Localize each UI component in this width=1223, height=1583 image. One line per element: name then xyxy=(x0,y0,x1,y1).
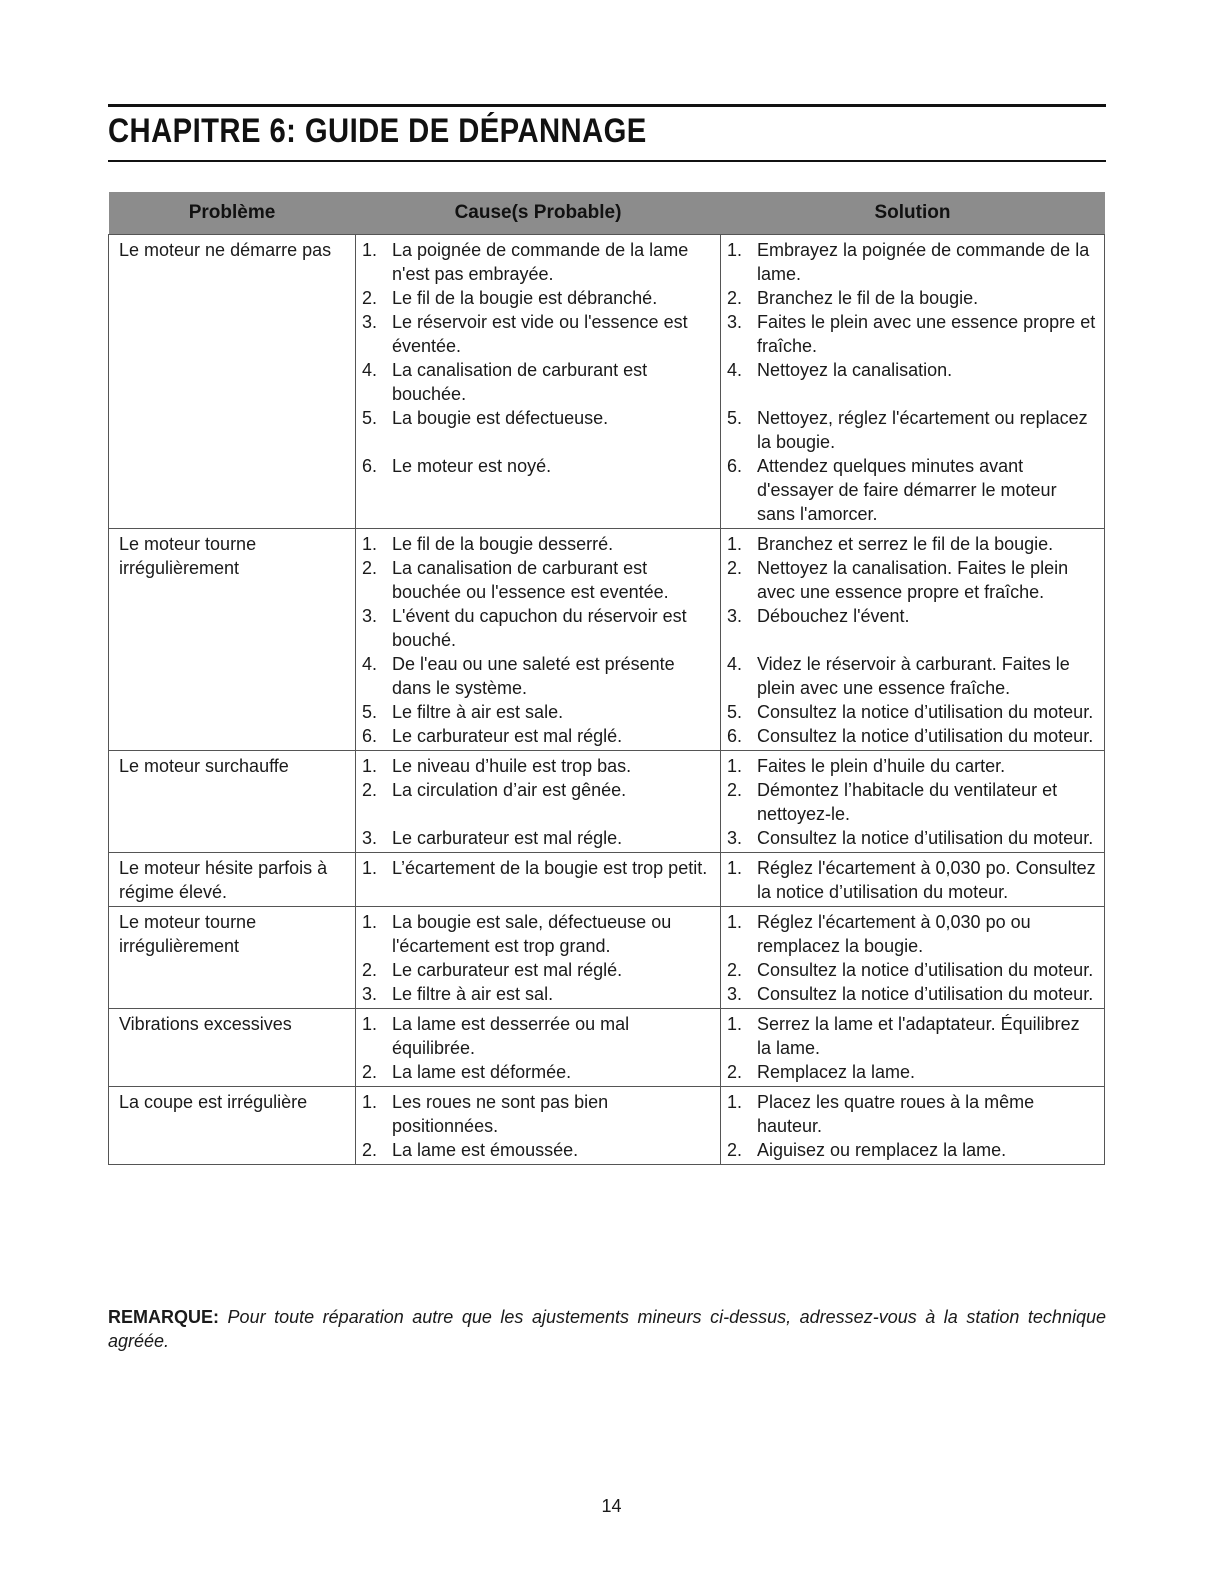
causes-cell xyxy=(356,907,721,1009)
solutions-cell xyxy=(721,853,1105,907)
problem-cell: Vibrations excessives xyxy=(109,1009,356,1087)
cause-item: 1. La poignée de commande de la lame n'est pas embrayée. xyxy=(362,240,689,284)
cause-item: 5. La bougie est défectueuse. xyxy=(362,408,609,428)
solution-item: 2. Branchez le fil de la bougie. xyxy=(727,288,979,308)
solutions-cell xyxy=(721,1087,1105,1165)
solution-item: 6. Consultez la notice d’utilisation du moteur. xyxy=(727,726,1094,746)
cause-item: 2. La lame est émoussée. xyxy=(362,1140,579,1160)
cause-item: 2. La canalisation de carburant est bouchée ou l'essence est eventée. xyxy=(362,558,669,602)
remark-text: Pour toute réparation autre que les ajustements mineurs ci-dessus, adressez-vous à la station technique agréée. xyxy=(108,1307,1106,1351)
table-row xyxy=(109,907,1105,1009)
table-row xyxy=(109,751,1105,853)
solution-item: 3. Consultez la notice d’utilisation du moteur. xyxy=(727,984,1094,1004)
solutions-cell xyxy=(721,907,1105,1009)
solution-item: 6. Attendez quelques minutes avant d'essayer de faire démarrer le moteur sans l'amorcer. xyxy=(727,456,1057,524)
solution-item: 1. Serrez la lame et l'adaptateur. Équilibrez la lame. xyxy=(727,1014,1080,1058)
solution-item: 4. Videz le réservoir à carburant. Faites le plein avec une essence fraîche. xyxy=(727,654,1070,698)
cause-item: 3. Le réservoir est vide ou l'essence est éventée. xyxy=(362,312,688,356)
table-row xyxy=(109,1009,1105,1087)
cause-item: 3. Le carburateur est mal régle. xyxy=(362,828,623,848)
cause-item: 2. Le fil de la bougie est débranché. xyxy=(362,288,658,308)
solution-item: 3. Débouchez l'évent. xyxy=(727,606,910,626)
problem-cell: Le moteur surchauffe xyxy=(109,751,356,853)
problem-cell: Le moteur hésite parfois à régime élevé. xyxy=(109,853,356,907)
solution-item: 1. Faites le plein d’huile du carter. xyxy=(727,756,1006,776)
solution-item: 2. Démontez l’habitacle du ventilateur et nettoyez-le. xyxy=(727,780,1058,824)
cause-item: 2. La circulation d’air est gênée. xyxy=(362,780,627,800)
solution-item: 1. Branchez et serrez le fil de la bougie. xyxy=(727,534,1054,554)
solutions-cell xyxy=(721,751,1105,853)
solution-item: 2. Consultez la notice d’utilisation du moteur. xyxy=(727,960,1094,980)
remark-note xyxy=(108,1305,1106,1353)
causes-cell xyxy=(356,529,721,751)
problem-cell: La coupe est irrégulière xyxy=(109,1087,356,1165)
cause-item: 1. La bougie est sale, défectueuse ou l'écartement est trop grand. xyxy=(362,912,672,956)
cause-item: 3. Le filtre à air est sal. xyxy=(362,984,554,1004)
cause-item: 1. Les roues ne sont pas bien positionnées. xyxy=(362,1092,609,1136)
causes-cell xyxy=(356,1087,721,1165)
solutions-cell xyxy=(721,235,1105,529)
cause-item: 1. La lame est desserrée ou mal équilibrée. xyxy=(362,1014,630,1058)
solution-item: 1. Réglez l'écartement à 0,030 po ou remplacez la bougie. xyxy=(727,912,1031,956)
cause-item: 3. L'évent du capuchon du réservoir est bouché. xyxy=(362,606,687,650)
solutions-cell xyxy=(721,1009,1105,1087)
remark-label: REMARQUE: xyxy=(108,1307,219,1327)
problem-cell: Le moteur tourne irrégulièrement xyxy=(109,907,356,1009)
header-problem: Problème xyxy=(109,192,356,235)
cause-item: 5. Le filtre à air est sale. xyxy=(362,702,564,722)
cause-item: 6. Le moteur est noyé. xyxy=(362,456,552,476)
header-solution: Solution xyxy=(721,192,1105,235)
cause-item: 1. L’écartement de la bougie est trop petit. xyxy=(362,858,708,878)
page-title: CHAPITRE 6: GUIDE DE DÉPANNAGE xyxy=(108,112,647,150)
cause-item: 2. La lame est déformée. xyxy=(362,1062,572,1082)
causes-cell xyxy=(356,1009,721,1087)
solution-item: 2. Aiguisez ou remplacez la lame. xyxy=(727,1140,1007,1160)
solution-item: 1. Placez les quatre roues à la même hauteur. xyxy=(727,1092,1035,1136)
cause-item: 1. Le niveau d’huile est trop bas. xyxy=(362,756,632,776)
solutions-cell xyxy=(721,529,1105,751)
solution-item: 5. Nettoyez, réglez l'écartement ou replacez la bougie. xyxy=(727,408,1088,452)
solution-item: 3. Consultez la notice d’utilisation du moteur. xyxy=(727,828,1094,848)
solution-item: 1. Embrayez la poignée de commande de la lame. xyxy=(727,240,1090,284)
table-header-row xyxy=(109,192,1105,235)
cause-item: 4. La canalisation de carburant est bouchée. xyxy=(362,360,648,404)
table-row xyxy=(109,529,1105,751)
solution-item: 1. Réglez l'écartement à 0,030 po. Consultez la notice d’utilisation du moteur. xyxy=(727,858,1096,902)
solution-item: 3. Faites le plein avec une essence propre et fraîche. xyxy=(727,312,1096,356)
table-row xyxy=(109,853,1105,907)
cause-item: 2. Le carburateur est mal réglé. xyxy=(362,960,623,980)
causes-cell xyxy=(356,853,721,907)
troubleshooting-table xyxy=(108,192,1105,1165)
solution-item: 5. Consultez la notice d’utilisation du moteur. xyxy=(727,702,1094,722)
causes-cell xyxy=(356,235,721,529)
title-rule-bottom xyxy=(108,160,1106,162)
cause-item: 1. Le fil de la bougie desserré. xyxy=(362,534,614,554)
problem-cell: Le moteur ne démarre pas xyxy=(109,235,356,529)
cause-item: 4. De l'eau ou une saleté est présente dans le système. xyxy=(362,654,675,698)
causes-cell xyxy=(356,751,721,853)
table-row xyxy=(109,1087,1105,1165)
cause-item: 6. Le carburateur est mal réglé. xyxy=(362,726,623,746)
solution-item: 2. Nettoyez la canalisation. Faites le plein avec une essence propre et fraîche. xyxy=(727,558,1069,602)
page-number: 14 xyxy=(601,1496,622,1516)
solution-item: 2. Remplacez la lame. xyxy=(727,1062,916,1082)
title-rule-top xyxy=(108,104,1106,107)
table-row xyxy=(109,235,1105,529)
solution-item: 4. Nettoyez la canalisation. xyxy=(727,360,953,380)
header-causes: Cause(s Probable) xyxy=(356,192,721,235)
problem-cell: Le moteur tourne irrégulièrement xyxy=(109,529,356,751)
